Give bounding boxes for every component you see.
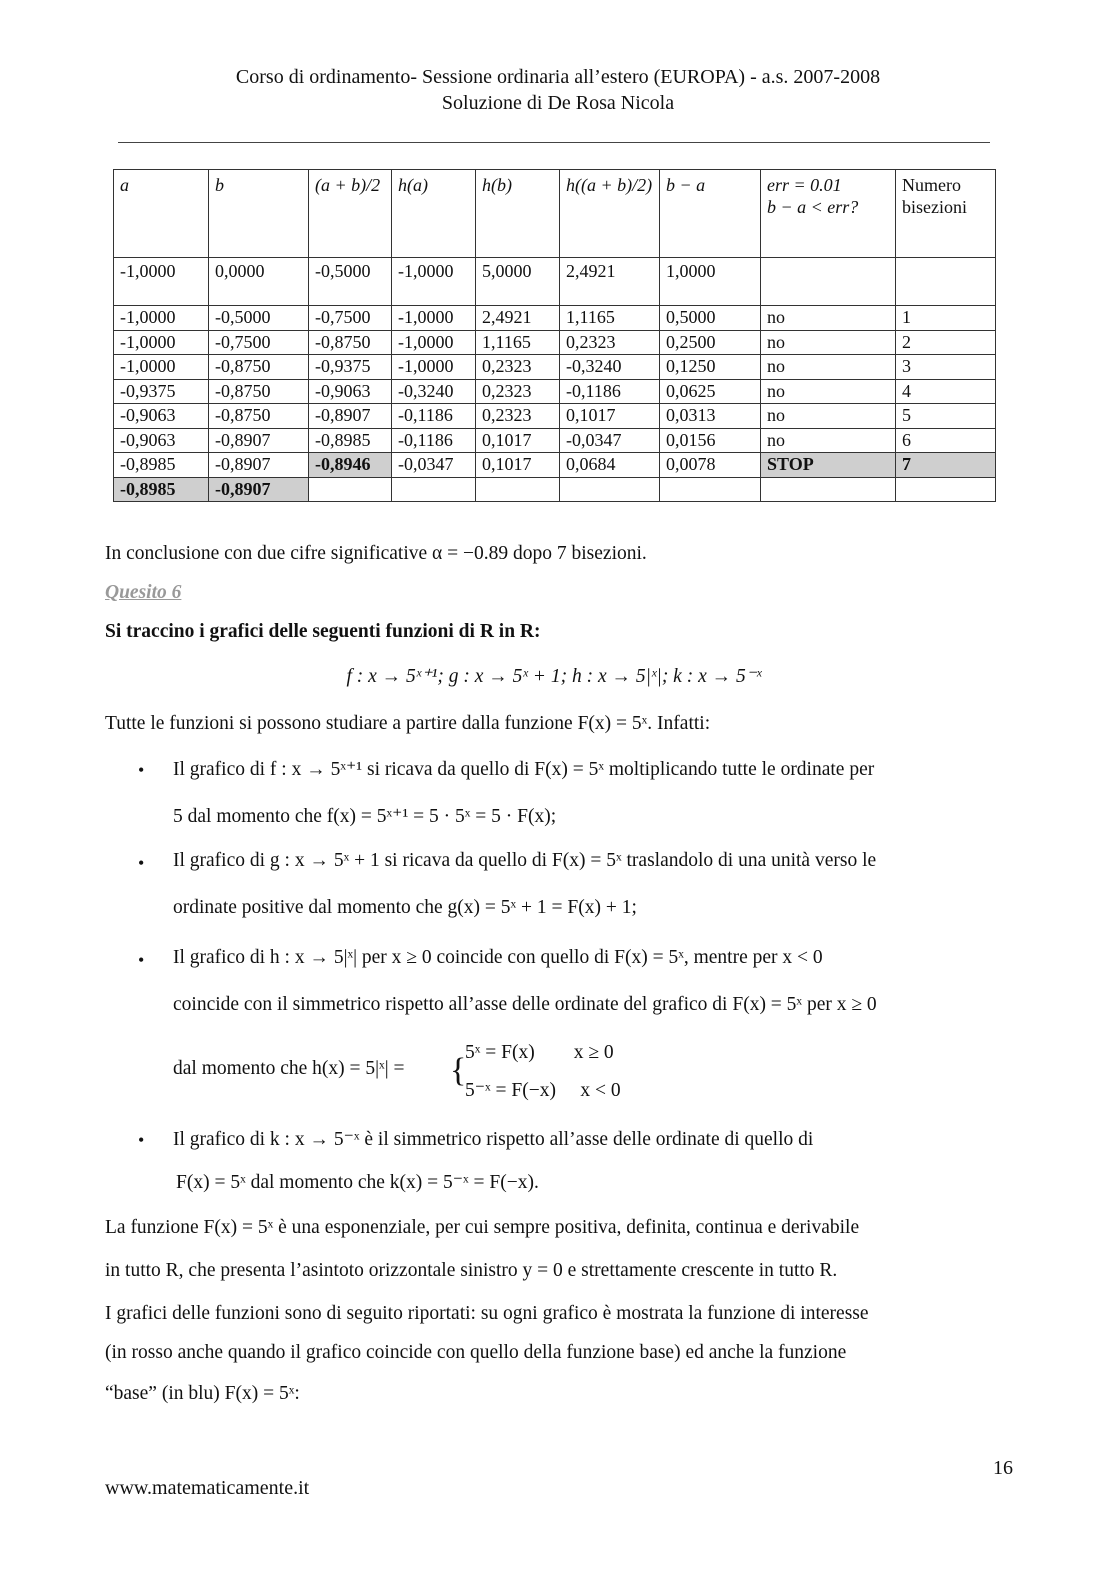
- table-cell: -1,0000: [114, 306, 209, 331]
- table-row: [114, 258, 996, 306]
- table-cell: -0,5000: [309, 258, 392, 306]
- table-cell: 5: [896, 404, 996, 429]
- table-cell: -0,9375: [309, 355, 392, 380]
- table-cell: [896, 258, 996, 306]
- table-cell: -0,8907: [309, 404, 392, 429]
- table-row: [114, 379, 996, 404]
- table-cell: -0,8946: [309, 453, 392, 478]
- table-cell: 1,0000: [660, 258, 761, 306]
- table-cell: 0,1017: [476, 428, 560, 453]
- table-row: [114, 330, 996, 355]
- bullet-3-line-2: coincide con il simmetrico rispetto all’asse delle ordinate del grafico di F(x) = 5ˣ per x ≥ 0: [173, 994, 877, 1015]
- table-cell: -0,7500: [309, 306, 392, 331]
- table-cell: [761, 258, 896, 306]
- column-header: b: [209, 170, 309, 258]
- page-number: 16: [993, 1457, 1013, 1479]
- table-cell: -0,1186: [560, 379, 660, 404]
- bullet-icon: •: [138, 853, 145, 873]
- table-cell: 0,0000: [209, 258, 309, 306]
- question: Si traccino i grafici delle seguenti funzioni di R in R:: [105, 621, 541, 642]
- table-cell: [660, 477, 761, 502]
- table-cell: 0,1017: [476, 453, 560, 478]
- paragraph-1-line-2: in tutto R, che presenta l’asintoto orizzontale sinistro y = 0 e strettamente crescente in tutto R.: [105, 1260, 838, 1281]
- table-cell: [392, 477, 476, 502]
- table-cell: 0,1017: [560, 404, 660, 429]
- table-cell: 1: [896, 306, 996, 331]
- table-cell: -0,8750: [309, 330, 392, 355]
- bullet-icon: •: [138, 950, 145, 970]
- bullet-icon: •: [138, 760, 145, 780]
- table-cell: [761, 477, 896, 502]
- table-cell: no: [761, 330, 896, 355]
- table-cell: -0,9063: [114, 404, 209, 429]
- column-header: (a + b)/2: [309, 170, 392, 258]
- table-row: [114, 428, 996, 453]
- column-header: h((a + b)/2): [560, 170, 660, 258]
- table-cell: -1,0000: [392, 355, 476, 380]
- functions-formula: f : x → 5ˣ⁺¹; g : x → 5ˣ + 1; h : x → 5|ˣ|; k : x → 5⁻ˣ: [346, 666, 762, 687]
- table-cell: no: [761, 306, 896, 331]
- table-cell: -0,8750: [209, 404, 309, 429]
- paragraph-2-line-2: (in rosso anche quando il grafico coincide con quello della funzione base) ed anche la funzione: [105, 1342, 847, 1363]
- table-cell: -1,0000: [392, 330, 476, 355]
- case-negative: 5⁻ˣ = F(−x) x < 0: [465, 1080, 621, 1101]
- table-cell: 2,4921: [560, 258, 660, 306]
- table-cell: -0,8985: [114, 453, 209, 478]
- table-cell: -1,0000: [114, 258, 209, 306]
- conclusion: In conclusione con due cifre significative α = −0.89 dopo 7 bisezioni.: [105, 543, 647, 564]
- table-cell: 0,2323: [476, 355, 560, 380]
- header-title: Corso di ordinamento- Sessione ordinaria all’estero (EUROPA) - a.s. 2007-2008: [235, 66, 881, 88]
- table-row: [114, 306, 996, 331]
- bullet-1-line-1: Il grafico di f : x → 5ˣ⁺¹ si ricava da quello di F(x) = 5ˣ moltiplicando tutte le ordinate per: [173, 759, 875, 780]
- bisection-table: [113, 169, 996, 502]
- paragraph-2-line-1: I grafici delle funzioni sono di seguito riportati: su ogni grafico è mostrata la funzione di interesse: [105, 1303, 869, 1324]
- paragraph-1-line-1: La funzione F(x) = 5ˣ è una esponenziale, per cui sempre positiva, definita, continua e derivabile: [105, 1217, 860, 1238]
- table-header-row: [114, 170, 996, 258]
- bullet-icon: •: [138, 1130, 145, 1150]
- case-positive: 5ˣ = F(x) x ≥ 0: [465, 1042, 614, 1063]
- table-cell: -0,9063: [114, 428, 209, 453]
- table-cell: -0,3240: [392, 379, 476, 404]
- table-cell: -0,9063: [309, 379, 392, 404]
- table-cell: no: [761, 428, 896, 453]
- table-cell: no: [761, 379, 896, 404]
- bullet-3-line-3: dal momento che h(x) = 5|ˣ| =: [173, 1058, 405, 1079]
- bullet-2-line-1: Il grafico di g : x → 5ˣ + 1 si ricava da quello di F(x) = 5ˣ traslandolo di una unità verso le: [173, 850, 877, 871]
- brace-icon: {: [450, 1052, 467, 1089]
- column-header: b − a: [660, 170, 761, 258]
- table-cell: -0,8907: [209, 453, 309, 478]
- table-cell: -1,0000: [392, 306, 476, 331]
- column-header: h(b): [476, 170, 560, 258]
- table-cell: 0,5000: [660, 306, 761, 331]
- table-cell: 0,2323: [560, 330, 660, 355]
- table-cell: -1,0000: [114, 330, 209, 355]
- table-cell: -0,9375: [114, 379, 209, 404]
- table-cell: -0,8750: [209, 379, 309, 404]
- table-cell: 7: [896, 453, 996, 478]
- table-cell: 0,0078: [660, 453, 761, 478]
- table-cell: [896, 477, 996, 502]
- table-cell: 2: [896, 330, 996, 355]
- bullet-1-line-2: 5 dal momento che f(x) = 5ˣ⁺¹ = 5 · 5ˣ = 5 · F(x);: [173, 806, 557, 827]
- table-cell: no: [761, 355, 896, 380]
- quesito-6-link[interactable]: Quesito 6: [105, 582, 182, 603]
- table-row: [114, 477, 996, 502]
- table-cell: 0,2323: [476, 379, 560, 404]
- table-cell: -0,5000: [209, 306, 309, 331]
- table-cell: -1,0000: [392, 258, 476, 306]
- table-cell: [560, 477, 660, 502]
- paragraph-2-line-3: “base” (in blu) F(x) = 5ˣ:: [105, 1383, 300, 1404]
- table-cell: -0,8907: [209, 428, 309, 453]
- table-cell: 0,1250: [660, 355, 761, 380]
- table-cell: 3: [896, 355, 996, 380]
- table-cell: -0,1186: [392, 404, 476, 429]
- bullet-3-line-1: Il grafico di h : x → 5|ˣ| per x ≥ 0 coincide con quello di F(x) = 5ˣ, mentre per x < 0: [173, 947, 823, 968]
- intro: Tutte le funzioni si possono studiare a partire dalla funzione F(x) = 5ˣ. Infatti:: [105, 713, 711, 734]
- column-header: a: [114, 170, 209, 258]
- table-cell: -0,0347: [560, 428, 660, 453]
- table-cell: no: [761, 404, 896, 429]
- table-cell: -0,8985: [114, 477, 209, 502]
- table-cell: 4: [896, 379, 996, 404]
- header-author: Soluzione di De Rosa Nicola: [441, 92, 675, 114]
- table-cell: 2,4921: [476, 306, 560, 331]
- table-cell: 0,0313: [660, 404, 761, 429]
- bullet-2-line-2: ordinate positive dal momento che g(x) = 5ˣ + 1 = F(x) + 1;: [173, 897, 637, 918]
- table-cell: [309, 477, 392, 502]
- table-cell: -0,8985: [309, 428, 392, 453]
- column-header: Numero bisezioni: [896, 170, 996, 258]
- table-cell: -0,1186: [392, 428, 476, 453]
- table-cell: STOP: [761, 453, 896, 478]
- table-cell: 1,1165: [476, 330, 560, 355]
- table-row: [114, 453, 996, 478]
- table-cell: 1,1165: [560, 306, 660, 331]
- table-cell: 6: [896, 428, 996, 453]
- table-cell: 0,0625: [660, 379, 761, 404]
- table-cell: [476, 477, 560, 502]
- table-row: [114, 404, 996, 429]
- table-cell: 5,0000: [476, 258, 560, 306]
- table-cell: -0,0347: [392, 453, 476, 478]
- table-cell: 0,2323: [476, 404, 560, 429]
- column-header: h(a): [392, 170, 476, 258]
- table-cell: 0,2500: [660, 330, 761, 355]
- table-cell: -0,3240: [560, 355, 660, 380]
- table-cell: -0,8907: [209, 477, 309, 502]
- table-cell: -0,7500: [209, 330, 309, 355]
- header-divider: [118, 142, 990, 143]
- footer-site-link[interactable]: www.matematicamente.it: [105, 1477, 310, 1499]
- table-cell: -1,0000: [114, 355, 209, 380]
- table-cell: 0,0684: [560, 453, 660, 478]
- table-cell: -0,8750: [209, 355, 309, 380]
- bullet-4-line-2: F(x) = 5ˣ dal momento che k(x) = 5⁻ˣ = F(−x).: [176, 1172, 539, 1193]
- table-cell: 0,0156: [660, 428, 761, 453]
- bullet-4-line-1: Il grafico di k : x → 5⁻ˣ è il simmetrico rispetto all’asse delle ordinate di quello di: [173, 1129, 814, 1150]
- column-header: err = 0.01 b − a < err?: [761, 170, 896, 258]
- table-row: [114, 355, 996, 380]
